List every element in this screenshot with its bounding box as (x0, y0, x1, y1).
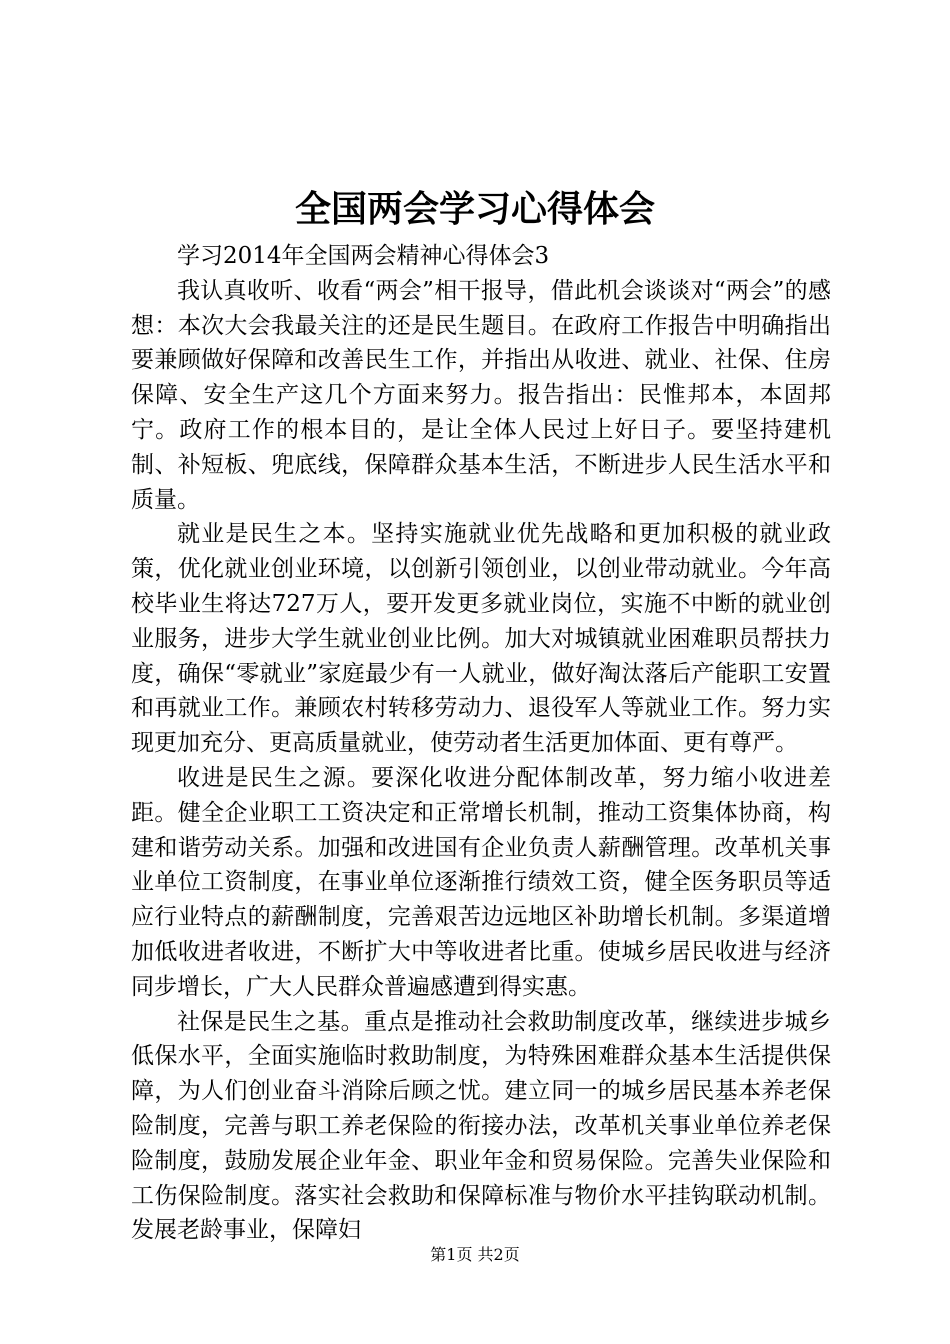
document-body (131, 239, 831, 1248)
paragraph-4: 社保是民生之基。重点是推动社会救助制度改革，继续进步城乡低保水平，全面实施临时救助制度，为特殊困难群众基本生活提供保障，为人们创业奋斗消除后顾之忧。建立同一的城乡居民基本养老保险制度，完善与职工养老保险的衔接办法，改革机关事业单位养老保险制度，鼓励发展企业年金、职业年金和贸易保险。完善失业保险和工伤保险制度。落实社会救助和保障标准与物价水平挂钩联动机制。发展老龄事业，保障妇 (131, 1008, 831, 1244)
paragraph-2: 就业是民生之本。坚持实施就业优先战略和更加积极的就业政策，优化就业创业环境，以创新引领创业，以创业带动就业。今年高校毕业生将达727万人，要开发更多就业岗位，实施不中断的就业创业服务，进步大学生就业创业比例。加大对城镇就业困难职员帮扶力度，确保“零就业”家庭最少有一人就业，做好淘汰落后产能职工安置和再就业工作。兼顾农村转移劳动力、退役军人等就业工作。努力实现更加充分、更高质量就业，使劳动者生活更加体面、更有尊严。 (131, 521, 831, 757)
paragraph-1: 我认真收听、收看“两会”相干报导，借此机会谈谈对“两会”的感想：本次大会我最关注的还是民生题目。在政府工作报告中明确指出要兼顾做好保障和改善民生工作，并指出从收进、就业、社保、住房保障、安全生产这几个方面来努力。报告指出：民惟邦本，本固邦宁。政府工作的根本目的，是让全体人民过上好日子。要坚持建机制、补短板、兜底线，保障群众基本生活，不断进步人民生活水平和质量。 (131, 277, 831, 513)
page-footer: 第1页 共2页 (430, 1245, 520, 1264)
paragraph-3: 收进是民生之源。要深化收进分配体制改革，努力缩小收进差距。健全企业职工工资决定和正常增长机制，推动工资集体协商，构建和谐劳动关系。加强和改进国有企业负责人薪酬管理。改革机关事业单位工资制度，在事业单位逐渐推行绩效工资，健全医务职员等适应行业特点的薪酬制度，完善艰苦边远地区补助增长机制。多渠道增加低收进者收进，不断扩大中等收进者比重。使城乡居民收进与经济同步增长，广大人民群众普遍感遭到得实惠。 (131, 764, 831, 1000)
document-title: 全国两会学习心得体会 (294, 188, 655, 230)
document-subtitle: 学习2014年全国两会精神心得体会3 (177, 243, 550, 269)
